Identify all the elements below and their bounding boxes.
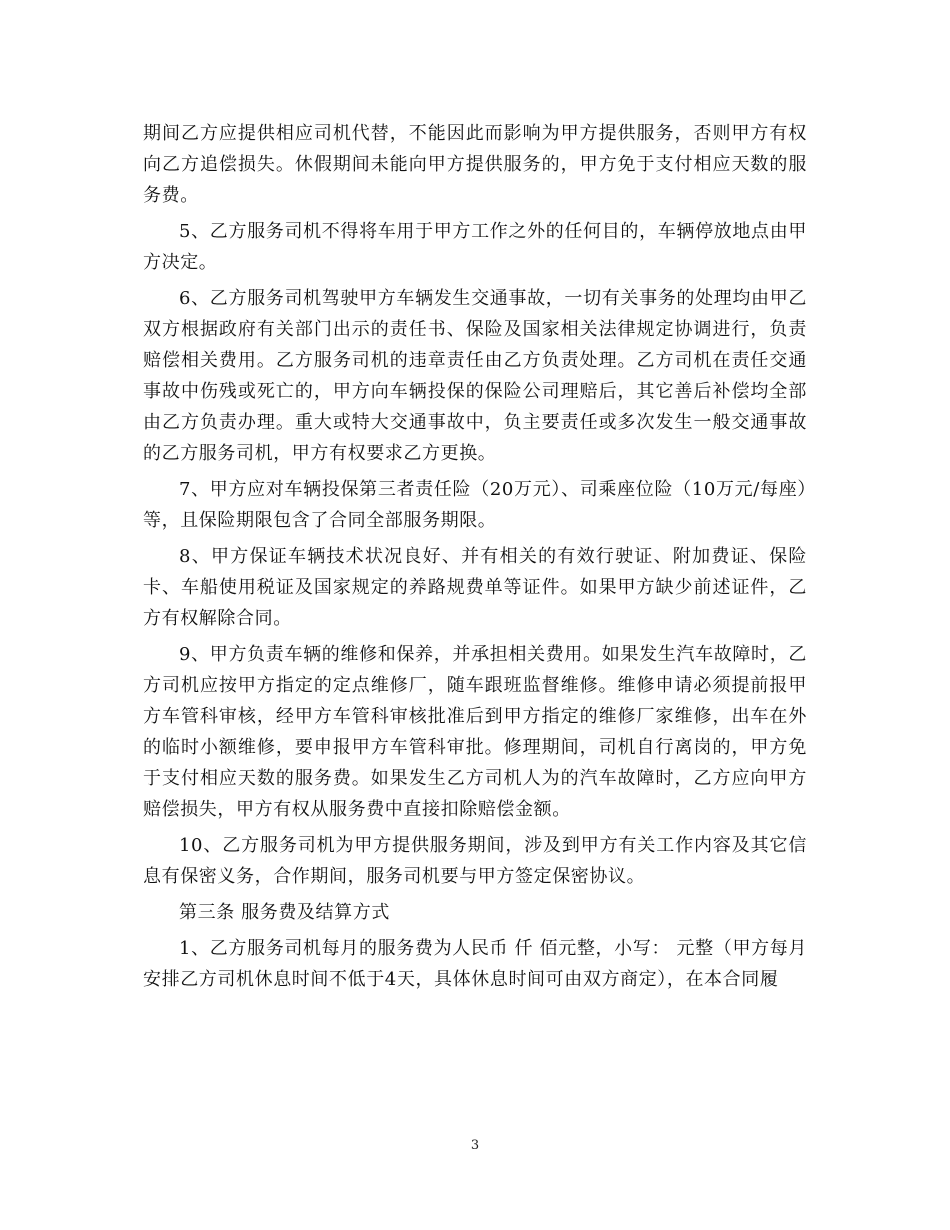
page-number: 3 [470,1138,480,1153]
paragraph-clause-6: 6、乙方服务司机驾驶甲方车辆发生交通事故，一切有关事务的处理均由甲乙双方根据政府有关部门出示的责任书、保险及国家相关法律规定协调进行，负责赔偿相关费用。乙方服务司机的违章责任由乙方负责处理。乙方司机在责任交通事故中伤残或死亡的，甲方向车辆投保的保险公司理赔后，其它善后补偿均全部由乙方负责办理。重大或特大交通事故中，负主要责任或多次发生一般交通事故的乙方服务司机，甲方有权要求乙方更换。 [143,288,807,464]
paragraph-continuation: 期间乙方应提供相应司机代替，不能因此而影响为甲方提供服务，否则甲方有权向乙方追偿损失。休假期间未能向甲方提供服务的，甲方免于支付相应天数的服务费。 [143,123,807,206]
document-body [143,118,807,1000]
paragraph-clause-5: 5、乙方服务司机不得将车用于甲方工作之外的任何目的，车辆停放地点由甲方决定。 [143,221,807,273]
section-heading-article-3: 第三条 服务费及结算方式 [179,902,390,923]
paragraph-clause-8: 8、甲方保证车辆技术状况良好、并有相关的有效行驶证、附加费证、保险卡、车船使用税证及国家规定的养路规费单等证件。如果甲方缺少前述证件，乙方有权解除合同。 [143,546,807,629]
paragraph-clause-9: 9、甲方负责车辆的维修和保养，并承担相关费用。如果发生汽车故障时，乙方司机应按甲方指定的定点维修厂，随车跟班监督维修。维修申请必须提前报甲方车管科审核，经甲方车管科审核批准后到甲方指定的维修厂家维修，出车在外的临时小额维修，要申报甲方车管科审批。修理期间，司机自行离岗的，甲方免于支付相应天数的服务费。如果发生乙方司机人为的汽车故障时，乙方应向甲方赔偿损失，甲方有权从服务费中直接扣除赔偿金额。 [143,644,807,820]
paragraph-clause-10: 10、乙方服务司机为甲方提供服务期间，涉及到甲方有关工作内容及其它信息有保密义务，合作期间，服务司机要与甲方签定保密协议。 [143,835,807,887]
paragraph-fee-clause-1: 1、乙方服务司机每月的服务费为人民币 仟 佰元整，小写： 元整（甲方每月安排乙方司机休息时间不低于4天，具体休息时间可由双方商定），在本合同履 [143,938,807,990]
paragraph-clause-7: 7、甲方应对车辆投保第三者责任险（20万元）、司乘座位险（10万元/每座）等，且保险期限包含了合同全部服务期限。 [143,479,807,531]
